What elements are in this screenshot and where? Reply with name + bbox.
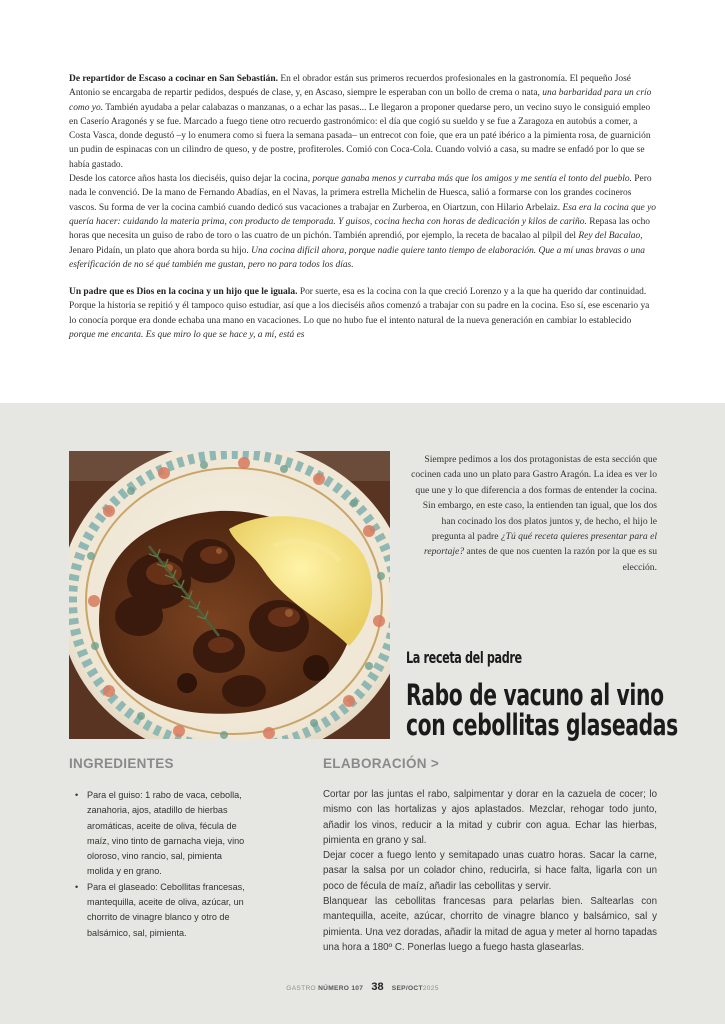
subheading: De repartidor de Escaso a cocinar en San Sebastián. xyxy=(69,74,278,84)
elaboration-heading: ELABORACIÓN > xyxy=(323,756,440,771)
footer-issue: NÚMERO 107 xyxy=(318,985,364,992)
step-paragraph: Dejar cocer a fuego lento y semitapado unas cuatro horas. Sacar la carne, pasar la salsa por un colador chino, reducirla, si hace falta, ligarla con un poco de fécula de maíz, añadir las cebollitas y servir. xyxy=(323,850,657,892)
recipe-intro: Siempre pedimos a los dos protagonistas de esta sección que cocinen cada uno un plato para Gastro Aragón. La idea es ver lo que une y lo que diferencia a dos formas de entender la cocina. Sin embargo, en este caso, la entienden tan igual, que los dos han cocinado los dos platos juntos y, de hecho, el hijo le pregunta al padre ¿Tú qué receta quieres presentar para el reportaje? antes de que nos cuenten la razón por la que es su elección. xyxy=(411,454,657,573)
ingredients-list xyxy=(75,788,250,941)
elaboration-steps xyxy=(323,787,657,955)
article-paragraph: Un padre que es Dios en la cocina y un hijo que le iguala. Por suerte, esa es la cocina con la que creció Lorenzo y a la que ha querido dar continuidad. Porque la historia se repitió y él tampoco quiso estudiar, así que a los dieciséis años comenzó a trabajar con su padre en la cocina. Eso sí, ese escenario ya lo conocía porque era donde echaba una mano en vacaciones. Lo que no hubo fue el intento natural de la nueva generación en cambiar lo establecido porque me encanta. Es que miro lo que se hace y, a mí, está es xyxy=(69,287,650,341)
step-paragraph: Blanquear las cebollitas francesas para pelarlas bien. Saltearlas con mantequilla, aceite, azúcar, chorrito de vinagre blanco y balsámico, sal y pimienta. Una vez doradas, añadir la mitad de agua y meter al horno tapadas una hora a 180º C. Ponerlas luego a fuego hasta glasearlas. xyxy=(323,896,657,953)
article-body xyxy=(69,72,656,342)
recipe-kicker: La receta del padre xyxy=(406,648,522,667)
recipe-title: Rabo de vacuno al vino con cebollitas glaseadas xyxy=(406,678,678,742)
article-paragraph: Desde los catorce años hasta los dieciséis, quiso dejar la cocina, porque ganaba menos y curraba más que los amigos y me sentía el tonto del pueblo. Pero nada le convenció. De la mano de Fernando Abadías, en el Navas, la primera estrella Michelin de Huesca, salió a formarse con los grandes cocineros vascos. Su forma de ver la cocina cambió cuando dedicó sus vacaciones a trabajar en Zurberoa, en Oiartzun, con Hilario Arbelaiz. Esa era la cocina que yo quería hacer: cuidando la materia prima, con producto de temporada. Y guisos, cocina hecha con horas de dedicación y kilos de cariño. Repasa las ocho horas que necesita un guiso de rabo de toro o las cuatro de un pichón. También aprendió, por ejemplo, la receta de bacalao al pilpil del Rey del Bacalao, Jenaro Pidaín, un plato que ahora borda su hijo. Una cocina difícil ahora, porque nadie quiere tanto tiempo de elaboración. Que a mí unas bravas o una esferificación de no sé qué también me gustan, pero no para todos los días. xyxy=(69,174,657,270)
page-footer xyxy=(0,981,725,993)
dish-illustration xyxy=(69,451,390,739)
article-paragraph: De repartidor de Escaso a cocinar en San Sebastián. En el obrador están sus primeros recuerdos profesionales en la gastronomía. El pequeño José Antonio se encargaba de repartir pedidos, después de clase, y, en Ascaso, siempre le esperaban con un bollo de crema o nata, una barbaridad para un crío como yo. También ayudaba a pelar calabazas o manzanas, o a echar las pasas... Le llegaron a proponer quedarse pero, un vecino suyo le consiguió empleo en Caserío Aragonés y se fue. Marcado a fuego tiene otro recuerdo gastronómico: el día que cogió su sueldo y se fue a Zaragoza en autobús a comer, a Costa Vasca, donde degustó –y lo enumera como si fuera la semana pasada– un entrecot con foie, que era un paté ibérico a la pimienta rosa, de guarnición un pudin de espinacas con un cilindro de queso, y de postre, profiteroles. Comió con Coca-Cola. Cuando volvió a casa, su madre se enfadó por lo que se había gastado. xyxy=(69,74,652,170)
page-number: 38 xyxy=(371,981,384,993)
footer-year: 2025 xyxy=(422,985,439,992)
list-item: • Para el glaseado: Cebollitas francesas, mantequilla, aceite de oliva, azúcar, un chorrito de vinagre blanco y otro de balsámico, sal, pimienta. xyxy=(75,880,250,941)
footer-brand: GASTRO xyxy=(286,985,316,992)
dish-photo xyxy=(69,451,390,739)
subheading: Un padre que es Dios en la cocina y un hijo que le iguala. xyxy=(69,287,298,298)
footer-date: SEP/OCT xyxy=(391,985,423,992)
list-item: • Para el guiso: 1 rabo de vaca, cebolla, zanahoria, ajos, atadillo de hierbas aromáticas, aceite de oliva, fécula de maíz, vino tinto de garnacha vieja, vino oloroso, vino rancio, sal, pimienta molida y en grano. xyxy=(75,788,250,880)
ingredients-heading: INGREDIENTES xyxy=(69,756,174,771)
step-paragraph: Cortar por las juntas el rabo, salpimentar y dorar en la cazuela de cocer; lo mismo con las hortalizas y ajos aplastados. Mezclar, rehogar todo junto, añadir los vinos, reducir a la mitad y cubrir con agua. Echar las hierbas, pimienta en grano y sal. xyxy=(323,789,657,846)
